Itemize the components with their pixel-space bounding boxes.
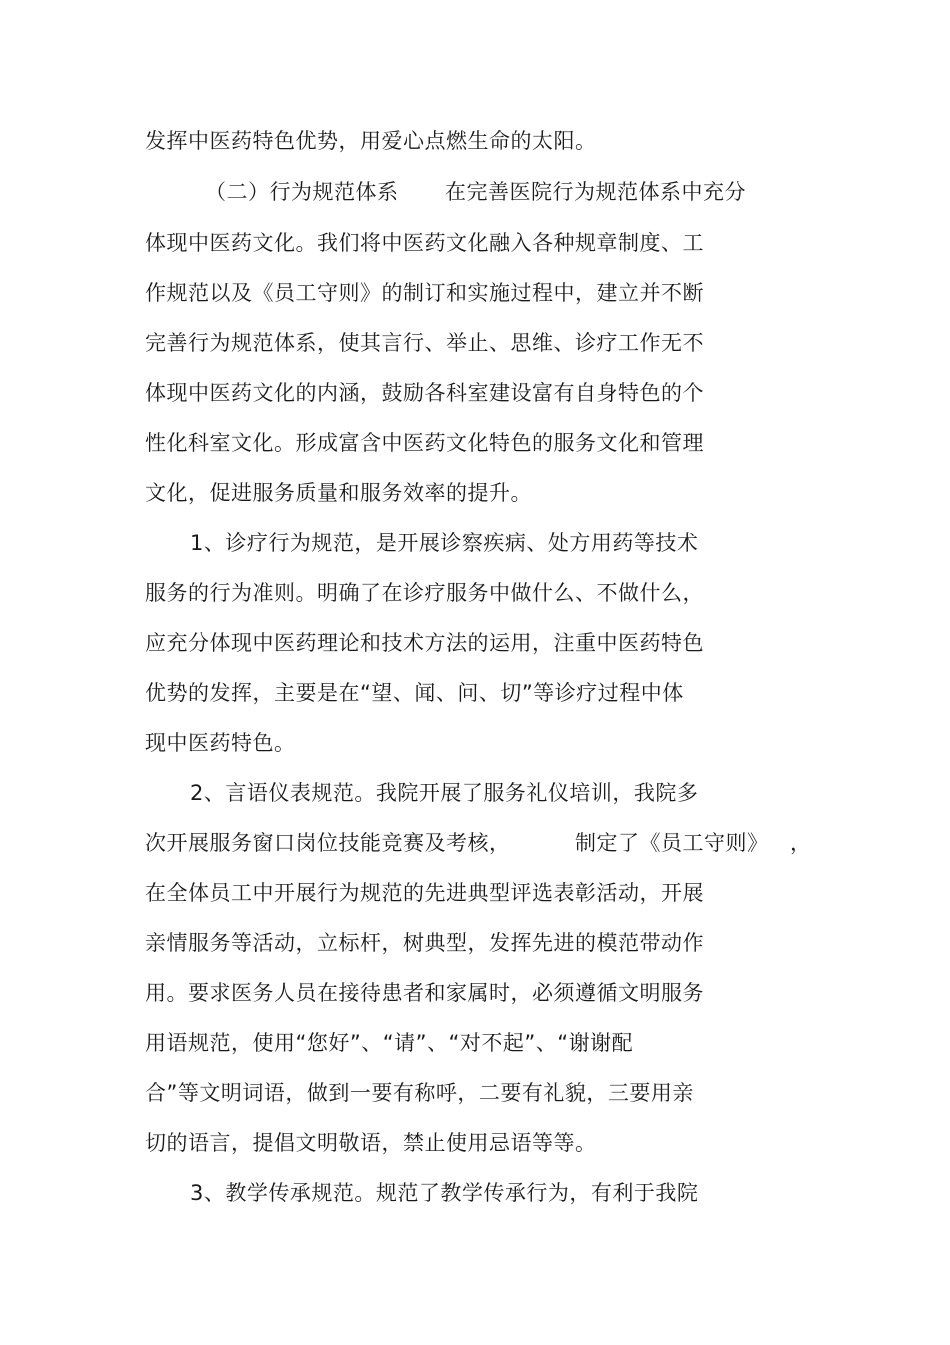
text-line: 体现中医药文化。我们将中医药文化融入各种规章制度、工 <box>145 231 704 255</box>
text-line: 用语规范，使用“您好”、“请”、“对不起”、“谢谢配 <box>145 1031 634 1055</box>
text-line: 优势的发挥，主要是在“望、闻、问、切”等诊疗过程中体 <box>145 681 684 705</box>
text-line: 制定了《员工守则》 <box>575 831 769 855</box>
text-line: 2、言语仪表规范。我院开展了服务礼仪培训，我院多 <box>190 781 699 805</box>
text-line: 切的语言，提倡文明敬语，禁止使用忌语等等。 <box>145 1131 597 1155</box>
text-line: 次开展服务窗口岗位技能竞赛及考核， <box>145 831 511 855</box>
text-line: 亲情服务等活动，立标杆，树典型，发挥先进的模范带动作 <box>145 931 704 955</box>
text-line: 服务的行为准则。明确了在诊疗服务中做什么、不做什么， <box>145 581 704 605</box>
text-line: 3、教学传承规范。规范了教学传承行为，有利于我院 <box>190 1181 699 1205</box>
text-line: 作规范以及《员工守则》的制订和实施过程中，建立并不断 <box>145 281 704 305</box>
text-line: 用。要求医务人员在接待患者和家属时，必须遵循文明服务 <box>145 981 704 1005</box>
text-line: 在完善医院行为规范体系中充分 <box>445 180 746 204</box>
text-line: 合”等文明词语，做到一要有称呼，二要有礼貌，三要用亲 <box>145 1081 694 1105</box>
text-line: 性化科室文化。形成富含中医药文化特色的服务文化和管理 <box>145 431 704 455</box>
text-line: 文化，促进服务质量和服务效率的提升。 <box>145 481 532 505</box>
text-line: 发挥中医药特色优势，用爱心点燃生命的太阳。 <box>145 129 597 153</box>
text-line: 在全体员工中开展行为规范的先进典型评选表彰活动，开展 <box>145 881 704 905</box>
text-line: 体现中医药文化的内涵，鼓励各科室建设富有自身特色的个 <box>145 381 704 405</box>
text-line: 1、诊疗行为规范，是开展诊察疾病、处方用药等技术 <box>190 531 699 555</box>
text-line: 现中医药特色。 <box>145 731 296 755</box>
text-line: 应充分体现中医药理论和技术方法的运用，注重中医药特色 <box>145 631 704 655</box>
text-line: ， <box>790 831 812 855</box>
text-line: 完善行为规范体系，使其言行、举止、思维、诊疗工作无不 <box>145 331 704 355</box>
section-heading: （二）行为规范体系 <box>205 180 399 204</box>
